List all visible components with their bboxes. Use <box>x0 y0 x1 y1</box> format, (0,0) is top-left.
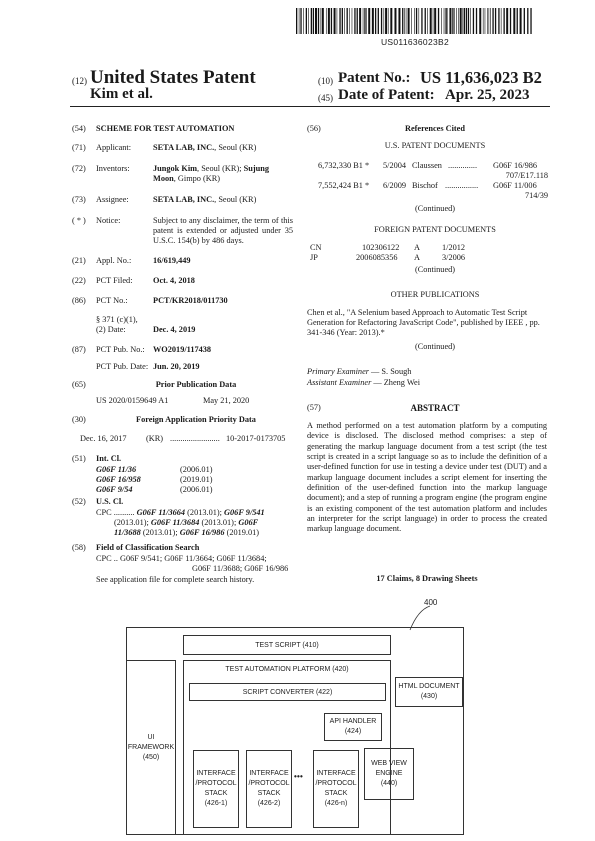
field-search-line: CPC .. G06F 9/541; G06F 11/3664; G06F 11/3684; <box>96 554 267 563</box>
foreign-priority-date: Dec. 16, 2017 <box>80 434 127 443</box>
document-type: United States Patent <box>90 67 256 88</box>
barcode-number: US011636023B2 <box>380 37 450 47</box>
code-65: (65) <box>72 380 86 389</box>
continued-note: (Continued) <box>414 204 456 213</box>
inventors-value: Jungok Kim, Seoul (KR); Sujung Moon, Gimpo (KR) <box>153 164 269 184</box>
assistant-examiner: Assistant Examiner — Zheng Wei <box>307 378 421 387</box>
foreign-priority-country: (KR) <box>146 434 164 443</box>
appl-no-label: Appl. No.: <box>96 256 132 265</box>
foreign-priority-dots: ........................ <box>170 434 220 443</box>
foreign-priority-title: Foreign Application Priority Data <box>136 415 256 424</box>
pct-pub-no-label: PCT Pub. No.: <box>96 345 145 354</box>
code-58: (58) <box>72 543 86 552</box>
test-script-box: TEST SCRIPT (410) <box>183 635 391 655</box>
foreign-priority-number: 10-2017-0173705 <box>226 434 286 443</box>
barcode <box>296 8 534 34</box>
code-72: (72) <box>72 164 86 173</box>
references-title: References Cited <box>405 124 465 133</box>
pct-pub-date-label: PCT Pub. Date: <box>96 362 149 371</box>
claims-summary: 17 Claims, 8 Drawing Sheets <box>376 574 478 583</box>
figure-reference: 400 <box>424 598 438 607</box>
code-56: (56) <box>307 124 321 133</box>
field-search-title: Field of Classification Search <box>96 543 200 552</box>
web-view-engine-box: WEB VIEW ENGINE (440) <box>364 748 414 800</box>
applicant-label: Applicant: <box>96 143 132 152</box>
patent-date: Apr. 25, 2023 <box>445 87 530 103</box>
code-notice: ( * ) <box>72 216 86 225</box>
int-cl-list <box>96 465 213 496</box>
pct-no-label: PCT No.: <box>96 296 128 305</box>
continued-note: (Continued) <box>414 265 456 274</box>
interface-stack-box-n: INTERFACE /PROTOCOL STACK (426-n) <box>313 750 359 828</box>
code-51: (51) <box>72 454 86 463</box>
api-handler-box: API HANDLER (424) <box>324 713 382 741</box>
code-73: (73) <box>72 195 86 204</box>
cpc-classification: CPC .......... G06F 11/3664 (2013.01); G06F 9/541 (2013.01); G06F 11/3684 (2013.01); G06F 11/3688 (2013.01); G06F 16/986 (2019.01) <box>96 508 265 538</box>
assignee-label: Assignee: <box>96 195 129 204</box>
field-search-note: See application file for complete search history. <box>96 575 255 584</box>
s371-label: § 371 (c)(1), (2) Date: <box>96 315 138 335</box>
applicant-value: SETA LAB, INC., Seoul (KR) <box>153 143 257 152</box>
code-30: (30) <box>72 415 86 424</box>
appl-no-value: 16/619,449 <box>153 256 191 265</box>
continued-note: (Continued) <box>414 342 456 351</box>
header-divider <box>70 106 550 107</box>
notice-text: Subject to any disclaimer, the term of this patent is extended or adjusted under 35 U.S.C. 154(b) by 486 days. <box>153 216 293 246</box>
other-publication-entry: Chen et al., "A Selenium based Approach to Automatic Test Script Generation for Refactoring JavaScript Code", published by IEEE , pp. 341-346 (Year: 2013).* <box>307 308 540 338</box>
primary-examiner: Primary Examiner — S. Sough <box>307 367 412 376</box>
code-86: (86) <box>72 296 86 305</box>
foreign-doc-row: JP 2006085356 A 3/2006 <box>310 253 466 262</box>
inventor-short: Kim et al. <box>90 86 153 102</box>
inventors-label: Inventors: <box>96 164 130 173</box>
foreign-docs-title: FOREIGN PATENT DOCUMENTS <box>374 225 496 234</box>
ui-framework-box: UI FRAMEWORK (450) <box>126 660 176 835</box>
us-cl-title: U.S. Cl. <box>96 497 124 506</box>
code-71: (71) <box>72 143 86 152</box>
code-10: (10) <box>318 76 333 86</box>
abstract-title: ABSTRACT <box>410 403 460 413</box>
s371-date: Dec. 4, 2019 <box>153 325 196 334</box>
pct-pub-no-value: WO2019/117438 <box>153 345 212 354</box>
patent-no-label: Patent No.: <box>338 70 411 86</box>
prior-publication-title: Prior Publication Data <box>155 380 237 389</box>
us-doc-subclass: 714/39 <box>524 191 548 200</box>
int-cl-row: G06F 11/36 (2006.01) <box>96 465 213 474</box>
script-converter-box: SCRIPT CONVERTER (422) <box>189 683 386 701</box>
pct-filed-label: PCT Filed: <box>96 276 133 285</box>
patent-number: US 11,636,023 B2 <box>420 68 542 87</box>
notice-label: Notice: <box>96 216 121 225</box>
pct-pub-date-value: Jun. 20, 2019 <box>153 362 200 371</box>
code-87: (87) <box>72 345 86 354</box>
code-45: (45) <box>318 93 333 103</box>
date-label: Date of Patent: <box>338 87 435 103</box>
ellipsis: • • • <box>294 772 302 781</box>
int-cl-row: G06F 9/54 (2006.01) <box>96 485 213 495</box>
foreign-doc-row: CN 102306122 A 1/2012 <box>310 243 466 252</box>
interface-stack-box-1: INTERFACE /PROTOCOL STACK (426-1) <box>193 750 239 828</box>
int-cl-row: G06F 16/958 (2019.01) <box>96 475 213 485</box>
int-cl-title: Int. Cl. <box>96 454 122 463</box>
code-22: (22) <box>72 276 86 285</box>
html-document-box: HTML DOCUMENT (430) <box>395 677 463 707</box>
code-57: (57) <box>307 403 321 412</box>
code-54: (54) <box>72 124 86 133</box>
code-21: (21) <box>72 256 86 265</box>
patent-title: SCHEME FOR TEST AUTOMATION <box>96 124 235 133</box>
code-12: (12) <box>72 76 87 86</box>
prior-publication-date: May 21, 2020 <box>203 396 250 405</box>
us-doc-subclass: 707/E17.118 <box>505 171 548 180</box>
assignee-value: SETA LAB, INC., Seoul (KR) <box>153 195 257 204</box>
field-search-line: G06F 11/3688; G06F 16/986 <box>192 564 289 573</box>
us-docs-title: U.S. PATENT DOCUMENTS <box>384 141 486 150</box>
test-automation-platform-box: TEST AUTOMATION PLATFORM (420) <box>183 660 391 835</box>
interface-stack-box-2: INTERFACE /PROTOCOL STACK (426-2) <box>246 750 292 828</box>
code-52: (52) <box>72 497 86 506</box>
pct-filed-value: Oct. 4, 2018 <box>153 276 195 285</box>
abstract-text: A method performed on a test automation platform by a computing device is disclosed. The disclosed method comprises: a step of generating the markup language document from a test script (the test script is created in a script language so as to include the definition of a user-defined function for use in testing a device under test (DUT) and a markup language document includes a script element for inserting the definition of the user-defined function into the markup language document); and a step of running a program engine (the program engine is an existing component of the test automation platform and includes an interpreter for the script language) in order to process the created markup language document. <box>307 421 547 534</box>
pct-no-value: PCT/KR2018/011730 <box>153 296 228 305</box>
other-publications-title: OTHER PUBLICATIONS <box>390 290 480 299</box>
prior-publication-no: US 2020/0159649 A1 <box>96 396 169 405</box>
